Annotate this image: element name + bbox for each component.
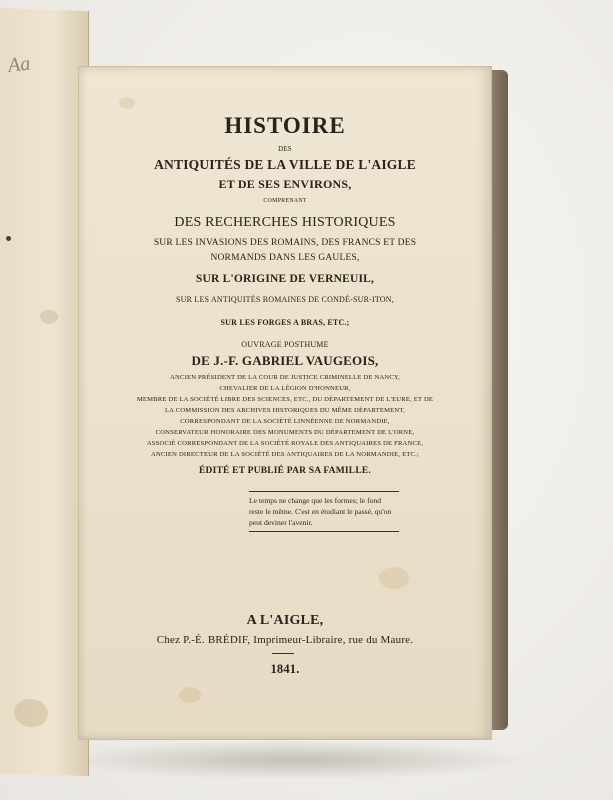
subtitle-recherches: DES RECHERCHES HISTORIQUES [174, 215, 396, 230]
foxing-spot [179, 687, 201, 703]
author-credential: ASSOCIÉ CORRESPONDANT DE LA SOCIÉTÉ ROYALE DES ANTIQUAIRES DE FRANCE, [146, 440, 424, 447]
epigraph [249, 491, 399, 532]
author-name: DE J.-F. GABRIEL VAUGEOIS, [191, 353, 379, 368]
page-stain [40, 309, 58, 324]
book-title: HISTOIRE [224, 113, 346, 138]
author-credential: MEMBRE DE LA SOCIÉTÉ LIBRE DES SCIENCES, ETC., DU DÉPARTEMENT DE L'EURE, ET DE [136, 396, 434, 403]
edition-note: ÉDITÉ ET PUBLIÉ PAR SA FAMILLE. [199, 466, 371, 476]
left-page [0, 8, 89, 776]
work-type: OUVRAGE POSTHUME [241, 340, 329, 349]
epigraph-line: peut deviner l'avenir. [249, 518, 313, 527]
book-shadow [60, 740, 530, 780]
title-subject-cont: ET DE SES ENVIRONS, [218, 177, 352, 191]
imprint-publisher: Chez P.-É. BRÉDIF, Imprimeur-Libraire, rue du Maure. [156, 634, 414, 646]
subtitle-invasions-1: SUR LES INVASIONS DES ROMAINS, DES FRANCS ET DES [153, 238, 417, 248]
subtitle-origine: SUR L'ORIGINE DE VERNEUIL, [195, 273, 375, 285]
epigraph-line: reste le même. C'est en étudiant le passé, qu'on [249, 507, 392, 516]
foxing-spot [379, 567, 409, 589]
title-subject: ANTIQUITÉS DE LA VILLE DE L'AIGLE [154, 157, 416, 172]
author-credential: LA COMMISSION DES ARCHIVES HISTORIQUES DU MÊME DÉPARTEMENT, [165, 407, 405, 414]
ink-dot [6, 236, 11, 241]
author-credential: CONSERVATEUR HONORAIRE DES MONUMENTS DU DÉPARTEMENT DE L'ORNE, [155, 429, 415, 436]
author-credential: ANCIEN PRÉSIDENT DE LA COUR DE JUSTICE CRIMINELLE DE NANCY, [170, 374, 400, 381]
imprint-year: 1841. [270, 662, 300, 676]
handwritten-note: Aa [6, 52, 32, 77]
title-page [78, 66, 492, 740]
divider-rule [272, 653, 294, 654]
author-credential: CORRESPONDANT DE LA SOCIÉTÉ LINNÉENNE DE NORMANDIE, [180, 418, 390, 425]
subtitle-antiquites-romaines: SUR LES ANTIQUITÉS ROMAINES DE CONDÉ-SUR-ITON, [176, 295, 394, 304]
subtitle-invasions-2: NORMANDS DANS LES GAULES, [210, 253, 360, 263]
imprint-place: A L'AIGLE, [246, 613, 324, 628]
subtitle-forges: SUR LES FORGES A BRAS, ETC.; [220, 318, 350, 327]
epigraph-line: Le temps ne change que les formes; le fond [249, 496, 382, 505]
title-connector: DES [278, 145, 292, 153]
page-stain [14, 698, 48, 727]
title-connector-2: COMPRENANT [263, 198, 307, 204]
author-credential: CHEVALIER DE LA LÉGION D'HONNEUR, [219, 385, 351, 392]
author-credential: ANCIEN DIRECTEUR DE LA SOCIÉTÉ DES ANTIQUAIRES DE LA NORMANDIE, ETC.; [150, 451, 419, 458]
foxing-spot [119, 97, 135, 109]
